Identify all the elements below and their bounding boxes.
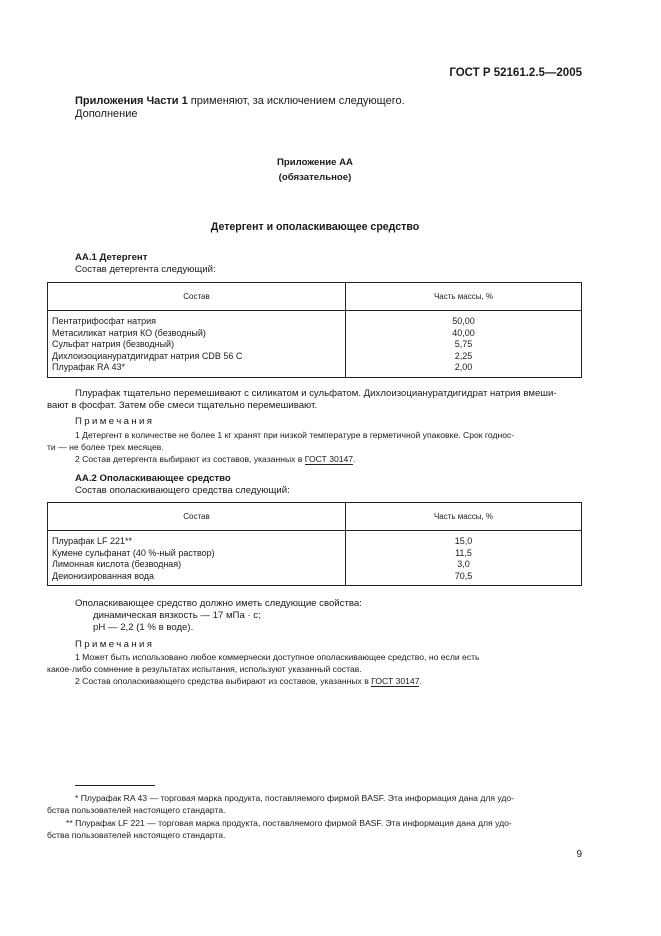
- section2-note1-line2: какое-либо сомнение в результатах испытания, используют указанный состав.: [47, 664, 362, 674]
- section2-note1-line1: 1 Может быть использовано любое коммерчески доступное ополаскивающее средство, но если есть: [75, 652, 480, 662]
- table-cell: 5,75: [346, 339, 582, 351]
- annex-heading: Детергент и ополаскивающее средство: [210, 221, 420, 233]
- section2-intro: Состав ополаскивающего средства следующий:: [75, 485, 290, 496]
- table-header-composition: Состав: [48, 503, 346, 531]
- table-row: [48, 559, 582, 571]
- note-end: .: [419, 676, 422, 686]
- table-cell: 40,00: [346, 328, 582, 340]
- table-cell: Метасиликат натрия КО (безводный): [48, 328, 346, 340]
- table-row: [48, 311, 582, 328]
- section1-note1-line1: 1 Детергент в количестве не более 1 кг хранят при низкой температуре в герметичной упаковке. Срок годнос-: [75, 430, 515, 440]
- table-header-composition: Состав: [48, 283, 346, 311]
- intro-rest: применяют, за исключением следующего.: [187, 95, 405, 107]
- footnote-2-line1: ** Плурафак LF 221 — торговая марка продукта, поставляемого фирмой BASF. Эта информация дана для удо-: [66, 818, 512, 828]
- footnote-1-line1: * Плурафак RA 43 — торговая марка продукта, поставляемого фирмой BASF. Эта информация дана для удо-: [75, 793, 515, 803]
- table-cell: Деионизированная вода: [48, 571, 346, 586]
- section1-intro: Состав детергента следующий:: [75, 264, 216, 275]
- note-end: .: [353, 454, 356, 464]
- table-row: [48, 362, 582, 377]
- gost-link[interactable]: ГОСТ 30147: [304, 454, 354, 464]
- intro-paragraph: [75, 95, 405, 109]
- annex-title: Приложение АА: [277, 157, 353, 168]
- table-cell: Кумене сульфанат (40 %-ный раствор): [48, 548, 346, 560]
- section2-title: АА.2 Ополаскивающее средство: [75, 473, 231, 484]
- table-cell: Плурафак LF 221**: [48, 531, 346, 548]
- properties-intro: Ополаскивающее средство должно иметь следующие свойства:: [75, 598, 362, 609]
- section1-note1-line2: ти — не более трех месяцев.: [47, 442, 164, 452]
- table-header-mass: Часть массы, %: [346, 283, 582, 311]
- table-cell: 2,25: [346, 351, 582, 363]
- section2-notes-label: Примечания: [75, 639, 155, 650]
- table-cell: 50,00: [346, 311, 582, 328]
- note-text: 2 Состав ополаскивающего средства выбирают из составов, указанных в: [75, 676, 372, 686]
- table-row: [48, 339, 582, 351]
- section1-paragraph-line2: вают в фосфат. Затем обе смеси тщательно перемешивают.: [47, 400, 318, 411]
- section2-note2: [75, 676, 422, 688]
- table-row: [48, 351, 582, 363]
- intro-bold: Приложения Части 1: [75, 95, 188, 107]
- note-text: 2 Состав детергента выбирают из составов, указанных в: [75, 454, 305, 464]
- table-cell: 11,5: [346, 548, 582, 560]
- footnote-divider: [75, 785, 155, 786]
- table-row: [48, 531, 582, 548]
- document-number: ГОСТ Р 52161.2.5—2005: [449, 67, 582, 79]
- section1-paragraph-line1: Плурафак тщательно перемешивают с силикатом и сульфатом. Дихлоизоциануратдигидрат натрия вмеши-: [75, 388, 557, 399]
- table-cell: 70,5: [346, 571, 582, 586]
- table-row: [48, 328, 582, 340]
- table-row: [48, 548, 582, 560]
- gost-link[interactable]: ГОСТ 30147: [371, 676, 420, 686]
- table-row: [48, 571, 582, 586]
- table-cell: 15,0: [346, 531, 582, 548]
- addition-label: Дополнение: [75, 108, 138, 120]
- section1-title: АА.1 Детергент: [75, 252, 148, 263]
- table-cell: Сульфат натрия (безводный): [48, 339, 346, 351]
- table-cell: Плурафак RA 43*: [48, 362, 346, 377]
- property-viscosity: динамическая вязкость — 17 мПа · с;: [93, 610, 261, 621]
- property-ph: рН — 2,2 (1 % в воде).: [93, 622, 194, 633]
- footnote-2-line2: бства пользователей настоящего стандарта.: [47, 830, 226, 840]
- section1-notes-label: Примечания: [75, 416, 155, 427]
- page-number: 9: [576, 849, 582, 860]
- table-cell: 3,0: [346, 559, 582, 571]
- section1-note2: [75, 454, 355, 466]
- table-cell: Дихлоизоциануратдигидрат натрия CDB 56 С: [48, 351, 346, 363]
- footnote-1-line2: бства пользователей настоящего стандарта.: [47, 805, 226, 815]
- detergent-table: [47, 282, 582, 378]
- table-header-mass: Часть массы, %: [346, 503, 582, 531]
- rinse-aid-table: [47, 502, 582, 586]
- annex-status: (обязательное): [278, 172, 352, 183]
- table-cell: 2,00: [346, 362, 582, 377]
- table-cell: Пентатрифосфат натрия: [48, 311, 346, 328]
- table-cell: Лимонная кислота (безводная): [48, 559, 346, 571]
